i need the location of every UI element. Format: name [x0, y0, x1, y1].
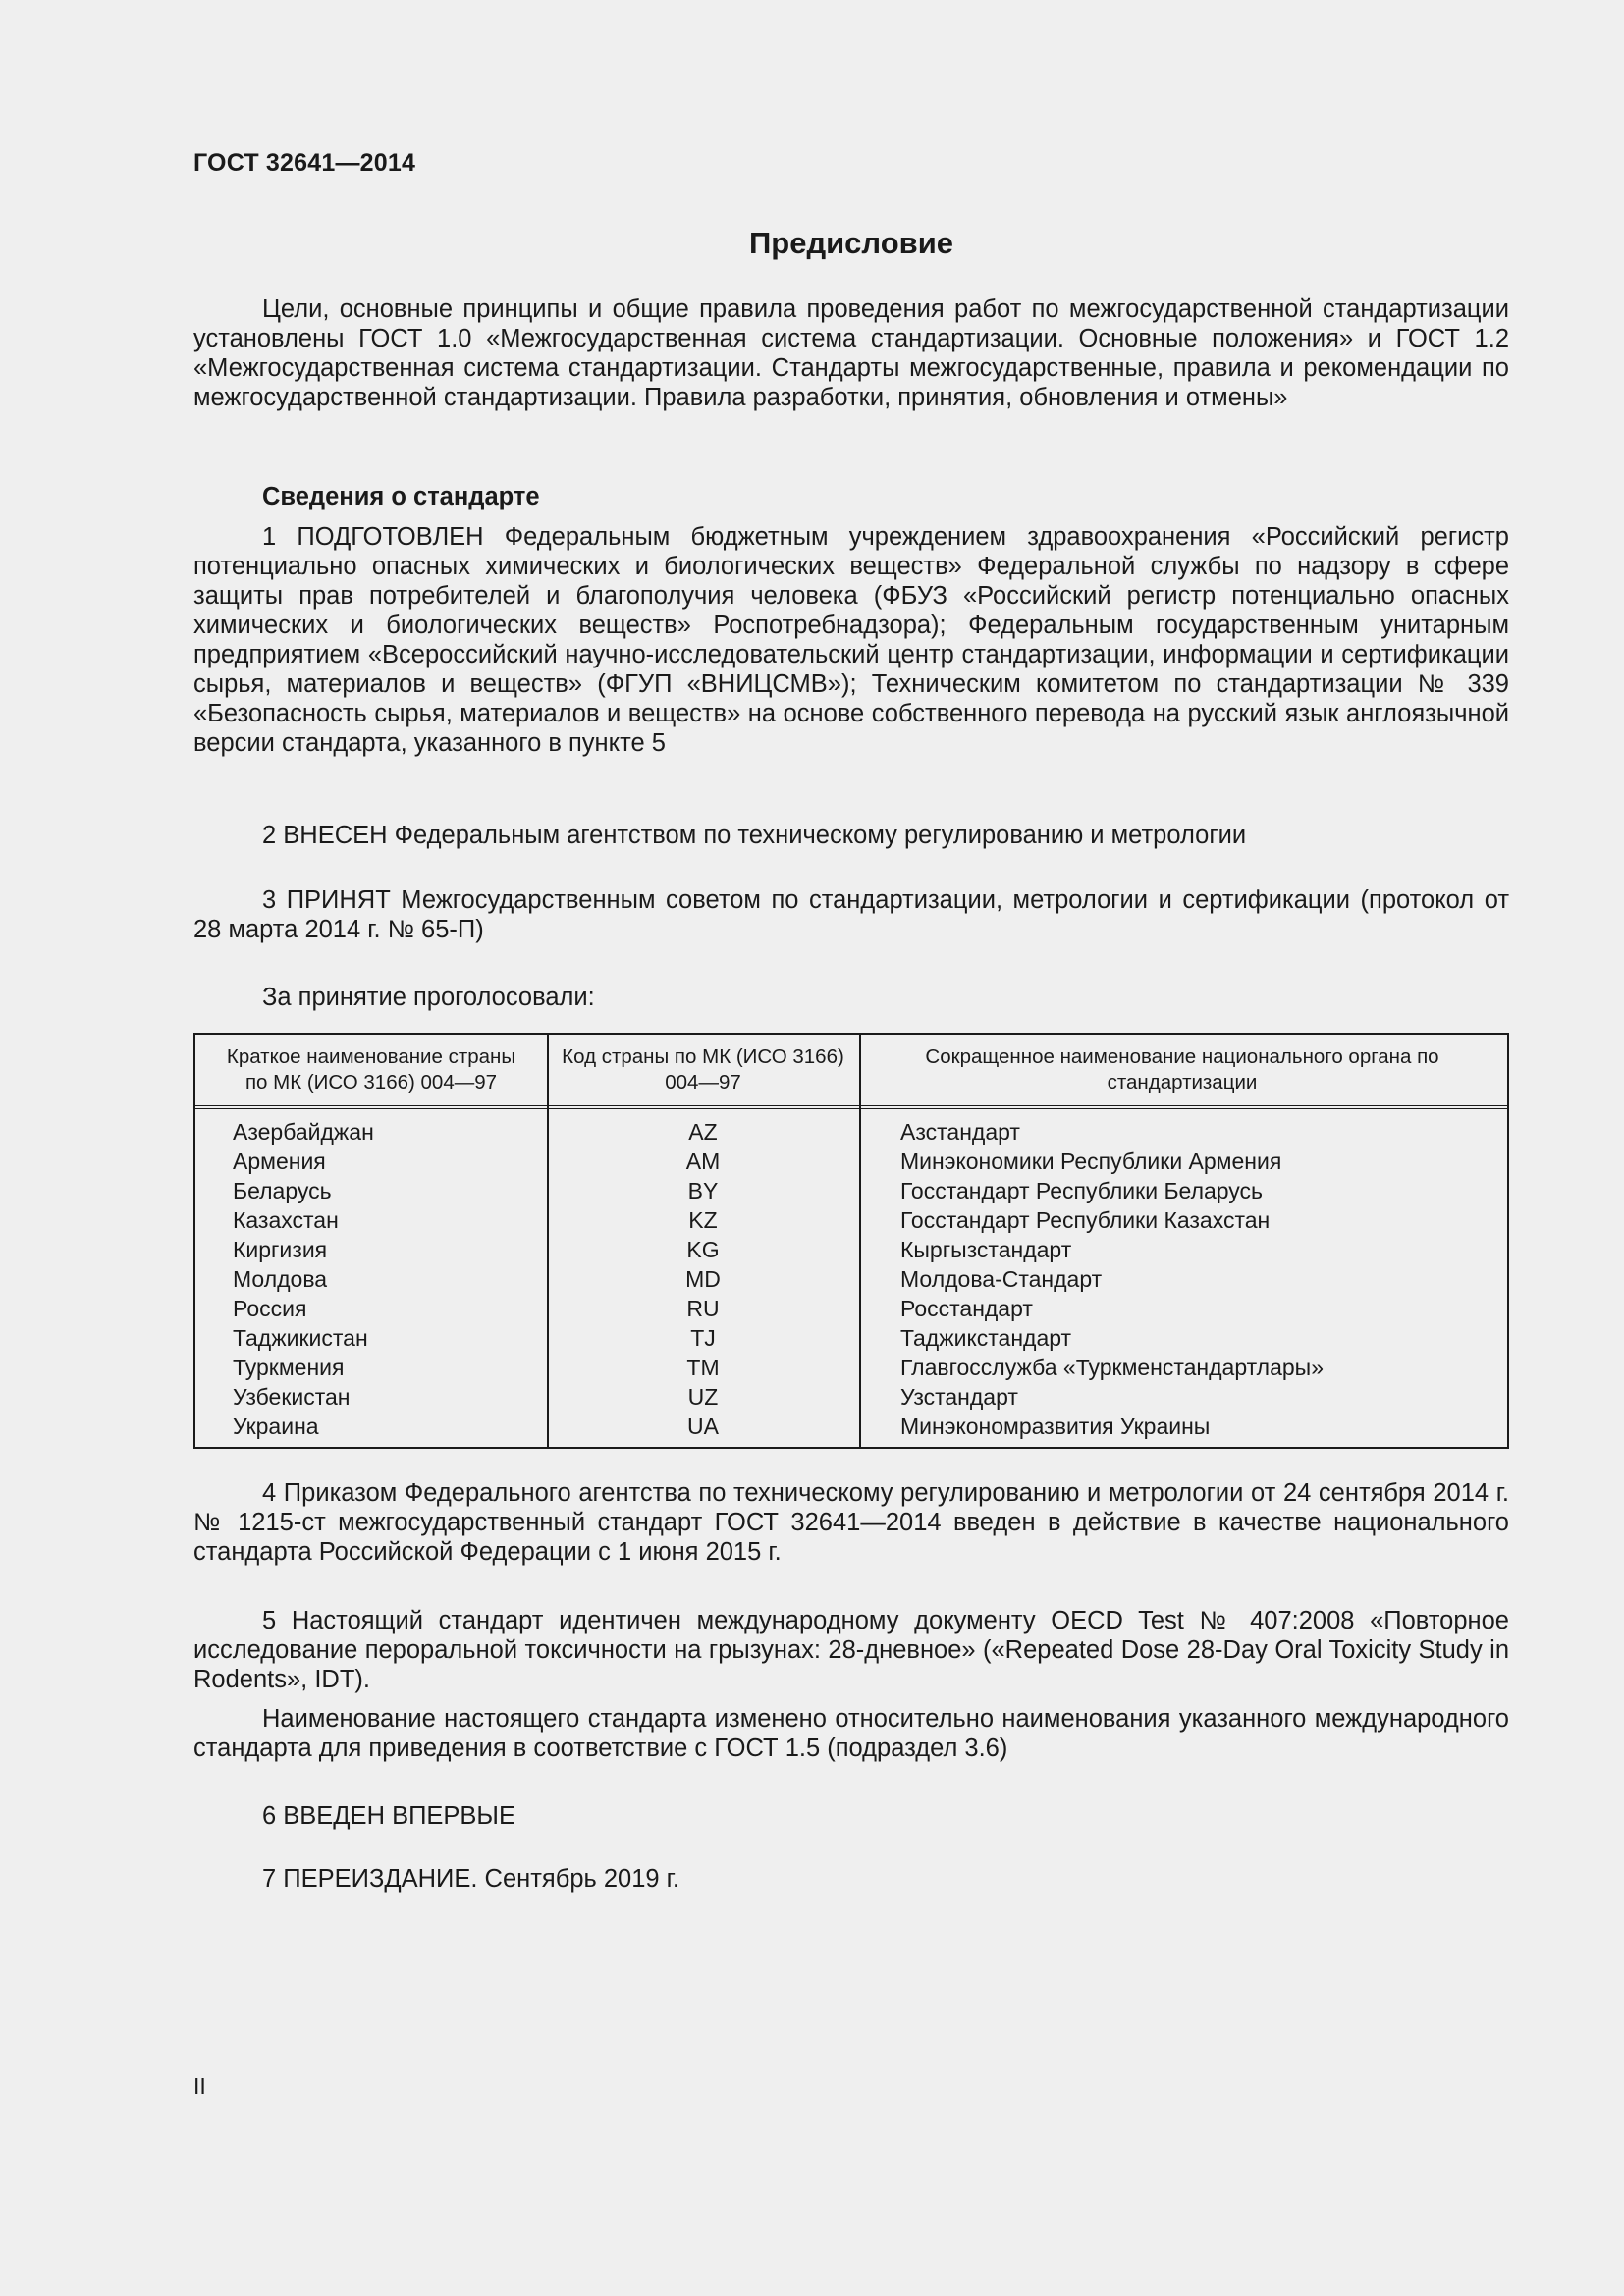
item-6-line: 6 ВВЕДЕН ВПЕРВЫЕ — [262, 1802, 516, 1830]
table-row — [195, 1294, 1507, 1323]
code-cell: UA — [687, 1414, 719, 1439]
agency-cell: Госстандарт Республики Беларусь — [900, 1178, 1264, 1203]
country-cell: Молдова — [233, 1266, 328, 1292]
item-3-paragraph: 3 ПРИНЯТ Межгосударственным советом по стандартизации, метрологии и сертификации (протокол от 28 марта 2014 г. № 65-П) — [193, 886, 1509, 943]
agency-cell: Госстандарт Республики Казахстан — [900, 1207, 1271, 1233]
table-row — [195, 1353, 1507, 1382]
item-4-paragraph: 4 Приказом Федерального агентства по техническому регулированию и метрологии от 24 сентября 2014 г. № 1215-ст межгосударственный стандарт ГОСТ 32641—2014 введен в действие в качестве национального стандарта Российской Федерации с 1 июня 2015 г. — [193, 1479, 1509, 1566]
code-cell: MD — [685, 1266, 721, 1292]
item-2-line: 2 ВНЕСЕН Федеральным агентством по техническому регулированию и метрологии — [262, 822, 1247, 849]
code-cell: KZ — [688, 1207, 718, 1233]
table-row — [195, 1205, 1507, 1235]
item-7-line: 7 ПЕРЕИЗДАНИЕ. Сентябрь 2019 г. — [262, 1865, 679, 1893]
country-cell: Туркмения — [233, 1355, 345, 1380]
agency-cell: Таджикстандарт — [900, 1325, 1072, 1351]
table-row — [195, 1235, 1507, 1264]
code-cell: AM — [685, 1148, 721, 1174]
table-row — [195, 1323, 1507, 1353]
code-cell: RU — [686, 1296, 720, 1321]
agency-cell: Главгосслужба «Туркменстандартлары» — [900, 1355, 1324, 1380]
country-cell: Узбекистан — [233, 1384, 351, 1410]
table-row — [195, 1117, 1507, 1147]
info-heading: Сведения о стандарте — [262, 483, 540, 510]
table-row — [195, 1412, 1507, 1441]
code-cell: TM — [686, 1355, 720, 1380]
table-row — [195, 1176, 1507, 1205]
agency-cell: Азстандарт — [900, 1119, 1020, 1145]
table-row — [195, 1147, 1507, 1176]
agency-cell: Молдова-Стандарт — [900, 1266, 1103, 1292]
country-cell: Киргизия — [233, 1237, 328, 1262]
header-country: Краткое наименование страны по МК (ИСО 3166) 004—97 — [226, 1045, 516, 1094]
country-cell: Казахстан — [233, 1207, 339, 1233]
country-cell: Армения — [233, 1148, 326, 1174]
header-agency: Сокращенное наименование национального органа по стандартизации — [925, 1045, 1439, 1094]
agency-cell: Кыргызстандарт — [900, 1237, 1072, 1262]
page-number: II — [193, 2073, 206, 2099]
item-1-paragraph: 1 ПОДГОТОВЛЕН Федеральным бюджетным учреждением здравоохранения «Российский регистр потенциально опасных химических и биологических веществ» Федеральной службы по надзору в сфере защиты прав потребителей и благополучия человека (ФБУЗ «Российский регистр потенциально опасных химических и биологических веществ» Роспотребнадзора); Федеральным государственным унитарным предприятием «Всероссийский научно-исследовательский центр стандартизации, информации и сертификации сырья, материалов и веществ» (ФГУП «ВНИЦСМВ»); Техническим комитетом по стандартизации № 339 «Безопасность сырья, материалов и веществ» на основе собственного перевода на русский язык англоязычной версии стандарта, указанного в пункте 5 — [193, 523, 1509, 757]
code-cell: UZ — [687, 1384, 719, 1410]
agency-cell: Минэкономразвития Украины — [900, 1414, 1211, 1439]
item-5-paragraph: 5 Настоящий стандарт идентичен международному документу OECD Test № 407:2008 «Повторное исследование пероральной токсичности на грызунах: 28-дневное» («Repeated Dose 28-Day Oral Toxicity Study in Rodents», IDT). — [193, 1607, 1509, 1693]
table-row — [195, 1382, 1507, 1412]
agency-cell: Узстандарт — [900, 1384, 1018, 1410]
header-code: Код страны по МК (ИСО 3166) 004—97 — [562, 1045, 844, 1094]
country-cell: Беларусь — [233, 1178, 332, 1203]
code-cell: BY — [687, 1178, 719, 1203]
page-title: Предисловие — [748, 226, 953, 260]
voting-table — [193, 1033, 1509, 1449]
voted-label: За принятие проголосовали: — [262, 984, 595, 1011]
code-cell: TJ — [690, 1325, 716, 1351]
table-body — [195, 1117, 1507, 1441]
agency-cell: Минэкономики Республики Армения — [900, 1148, 1282, 1174]
table-row — [195, 1264, 1507, 1294]
item-5-note: Наименование настоящего стандарта изменено относительно наименования указанного международного стандарта для приведения в соответствие с ГОСТ 1.5 (подраздел 3.6) — [193, 1705, 1509, 1762]
code-cell: AZ — [688, 1119, 718, 1145]
country-cell: Таджикистан — [233, 1325, 368, 1351]
country-cell: Украина — [233, 1414, 319, 1439]
code-cell: KG — [686, 1237, 720, 1262]
intro-paragraph: Цели, основные принципы и общие правила проведения работ по межгосударственной стандартизации установлены ГОСТ 1.0 «Межгосударственная система стандартизации. Основные положения» и ГОСТ 1.2 «Межгосударственная система стандартизации. Стандарты межгосударственные, правила и рекомендации по межгосударственной стандартизации. Правила разработки, принятия, обновления и отмены» — [193, 295, 1509, 411]
country-cell: Россия — [233, 1296, 307, 1321]
country-cell: Азербайджан — [233, 1119, 374, 1145]
standard-code-header: ГОСТ 32641—2014 — [193, 149, 416, 177]
table-header — [195, 1035, 1507, 1109]
agency-cell: Росстандарт — [900, 1296, 1033, 1321]
